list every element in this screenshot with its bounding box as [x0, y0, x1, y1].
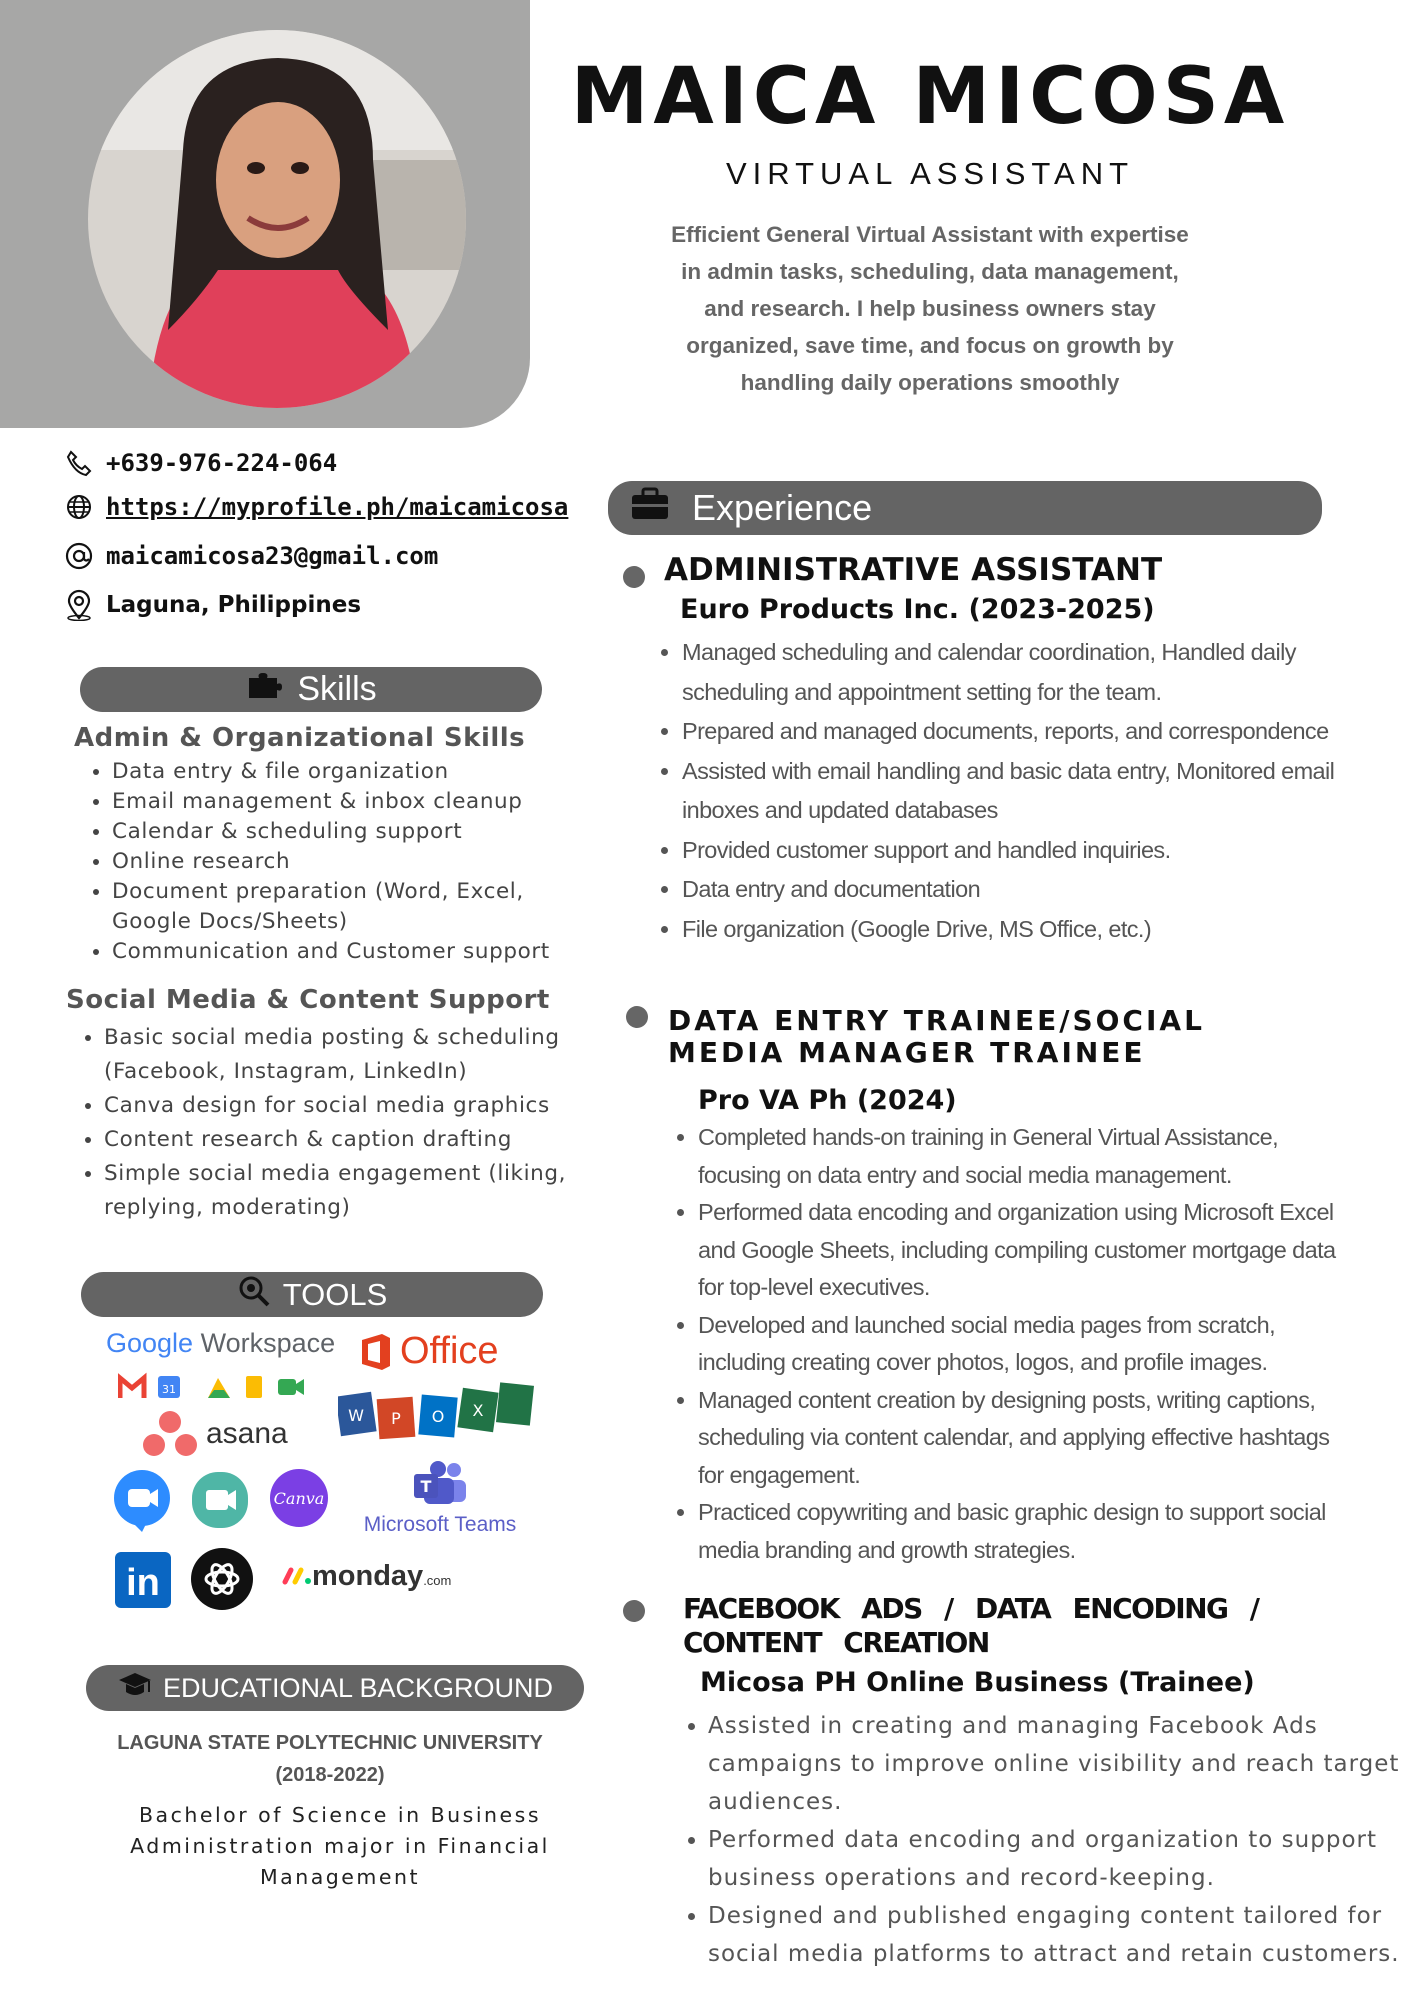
job-duties-list [656, 633, 1362, 949]
globe-icon [64, 492, 94, 522]
skill-list [66, 1021, 606, 1225]
university-name: LAGUNA STATE POLYTECHNIC UNIVERSITY [117, 1732, 543, 1754]
job-duty: • Performed data encoding and organization to support business operations and record-keeping. [708, 1821, 1414, 1897]
job-duty: • Assisted in creating and managing Facebook Ads campaigns to improve online visibility and reach target audiences. [708, 1707, 1414, 1821]
education-title: EDUCATIONAL BACKGROUND [162, 1672, 554, 1703]
experience-header [608, 481, 1322, 535]
contact-location [64, 585, 604, 625]
skill-group-admin [74, 723, 594, 967]
website-link[interactable]: https://myprofile.ph/maicamicosa [106, 493, 569, 521]
contact-website [64, 487, 604, 527]
company-name: Euro Products Inc. (2023-2025) [680, 594, 1155, 625]
linkedin-icon: in [115, 1552, 171, 1608]
asana-logo [142, 1410, 288, 1458]
job-title: FACEBOOK ADS / DATA ENCODING / CONTENT CREATION [683, 1592, 1259, 1659]
skill-group-heading: Social Media & Content Support [66, 985, 550, 1015]
tools-header [81, 1272, 543, 1317]
puzzle-icon [245, 670, 285, 709]
job-duty: • Practiced copywriting and basic graphic design to support social media branding and growth strategies. [698, 1494, 1358, 1569]
job-title: DATA ENTRY TRAINEE/SOCIAL MEDIA MANAGER TRAINEE [668, 1004, 1205, 1069]
job-duties-list [682, 1707, 1414, 1973]
monday-suffix: .com [423, 1573, 452, 1588]
office-wordmark: Office [400, 1330, 499, 1372]
skill-item: • Data entry & file organization [112, 757, 594, 787]
degree-text: Bachelor of Science in Business Administration major in Financial Management [130, 1803, 550, 1889]
job-role: VIRTUAL ASSISTANT [725, 156, 1135, 191]
job-title: ADMINISTRATIVE ASSISTANT [664, 552, 1163, 588]
skill-item: • Basic social media posting & scheduling (Facebook, Instagram, LinkedIn) [104, 1021, 606, 1089]
skill-list [74, 757, 594, 967]
candidate-name: MAICA MICOSA [570, 52, 1290, 142]
google-workspace-logo [106, 1328, 335, 1359]
education-header [86, 1665, 584, 1711]
timeline-dot [623, 1600, 645, 1622]
tools-title: TOOLS [282, 1276, 388, 1312]
teams-logo [360, 1460, 520, 1537]
education-years: (2018-2022) [275, 1764, 385, 1786]
company-name: Pro VA Ph (2024) [698, 1085, 957, 1116]
skill-group-social [66, 985, 606, 1225]
skill-item: • Calendar & scheduling support [112, 817, 594, 847]
office-logo [358, 1330, 499, 1373]
workspace-wordmark: Workspace [200, 1328, 336, 1358]
skills-header [80, 667, 542, 712]
svg-text:T: T [420, 1477, 432, 1496]
timeline-dot [623, 566, 645, 588]
skill-item: • Content research & caption drafting [104, 1123, 606, 1157]
google-apps-icons [118, 1372, 318, 1407]
chatgpt-icon [190, 1547, 254, 1616]
google-wordmark: Google [106, 1328, 194, 1358]
job-duty: • Prepared and managed documents, reports, and correspondence [682, 712, 1362, 752]
job-duty: • Developed and launched social media pages from scratch, including creating cover photos, logos, and profile images. [698, 1307, 1358, 1382]
svg-text:P: P [391, 1409, 401, 1428]
skill-item: • Canva design for social media graphics [104, 1089, 606, 1123]
phone-icon [64, 448, 94, 478]
svg-text:31: 31 [162, 1383, 176, 1396]
skill-item: • Document preparation (Word, Excel, Google Docs/Sheets) [112, 877, 594, 937]
office-icon [358, 1332, 394, 1372]
skill-item: • Simple social media engagement (liking, replying, moderating) [104, 1157, 606, 1225]
svg-text:W: W [348, 1406, 364, 1425]
graduation-cap-icon [117, 1670, 153, 1707]
job-duty: • Data entry and documentation [682, 870, 1362, 910]
teams-wordmark: Microsoft Teams [363, 1513, 517, 1536]
contact-email [64, 536, 604, 576]
contact-phone [64, 443, 604, 483]
job-duty: • Managed content creation by designing posts, writing captions, scheduling via content calendar, and applying effective hashtags for engagement. [698, 1382, 1358, 1495]
experience-title: Experience [692, 487, 873, 528]
teams-icon [410, 1460, 470, 1506]
office-apps-icons [338, 1380, 538, 1445]
monday-icon [282, 1565, 312, 1585]
asana-icon [142, 1410, 198, 1458]
job-duty: • File organization (Google Drive, MS Office, etc.) [682, 910, 1362, 950]
at-icon [64, 541, 94, 571]
timeline-dot [626, 1006, 648, 1028]
profile-photo [88, 30, 466, 408]
svg-text:X: X [472, 1401, 484, 1420]
skills-title: Skills [297, 670, 377, 708]
job-duty: • Assisted with email handling and basic data entry, Monitored email inboxes and updated databases [682, 752, 1362, 831]
job-duty: • Provided customer support and handled inquiries. [682, 831, 1362, 871]
canva-icon-text: Canva [273, 1489, 325, 1508]
meeting-apps-icons [112, 1468, 332, 1539]
location-pin-icon [64, 590, 94, 620]
location-text: Laguna, Philippines [106, 592, 362, 618]
skill-item: • Email management & inbox cleanup [112, 787, 594, 817]
job-duties-list [672, 1119, 1358, 1569]
phone-number: +639-976-224-064 [106, 449, 338, 477]
profile-summary: Efficient General Virtual Assistant with expertise in admin tasks, scheduling, data management, and research. I help business owners stay organized, save time, and focus on growth by handling daily operations smoothly [671, 222, 1189, 395]
skill-group-heading: Admin & Organizational Skills [74, 723, 526, 753]
job-duty: • Performed data encoding and organization using Microsoft Excel and Google Sheets, including compiling customer mortgage data for top-level executives. [698, 1194, 1358, 1307]
monday-logo [282, 1560, 451, 1593]
job-duty: • Managed scheduling and calendar coordination, Handled daily scheduling and appointment setting for the team. [682, 633, 1362, 712]
company-name: Micosa PH Online Business (Trainee) [700, 1667, 1255, 1698]
asana-wordmark: asana [206, 1417, 288, 1450]
skill-item: • Online research [112, 847, 594, 877]
job-duty: • Designed and published engaging content tailored for social media platforms to attract and retain customers. [708, 1897, 1414, 1973]
tools-magnifier-icon [237, 1274, 271, 1316]
email-address: maicamicosa23@gmail.com [106, 542, 439, 570]
job-duty: • Completed hands-on training in General Virtual Assistance, focusing on data entry and social media management. [698, 1119, 1358, 1194]
svg-text:O: O [431, 1407, 445, 1426]
briefcase-icon [630, 487, 670, 530]
skill-item: • Communication and Customer support [112, 937, 594, 967]
monday-wordmark: monday [312, 1560, 424, 1592]
